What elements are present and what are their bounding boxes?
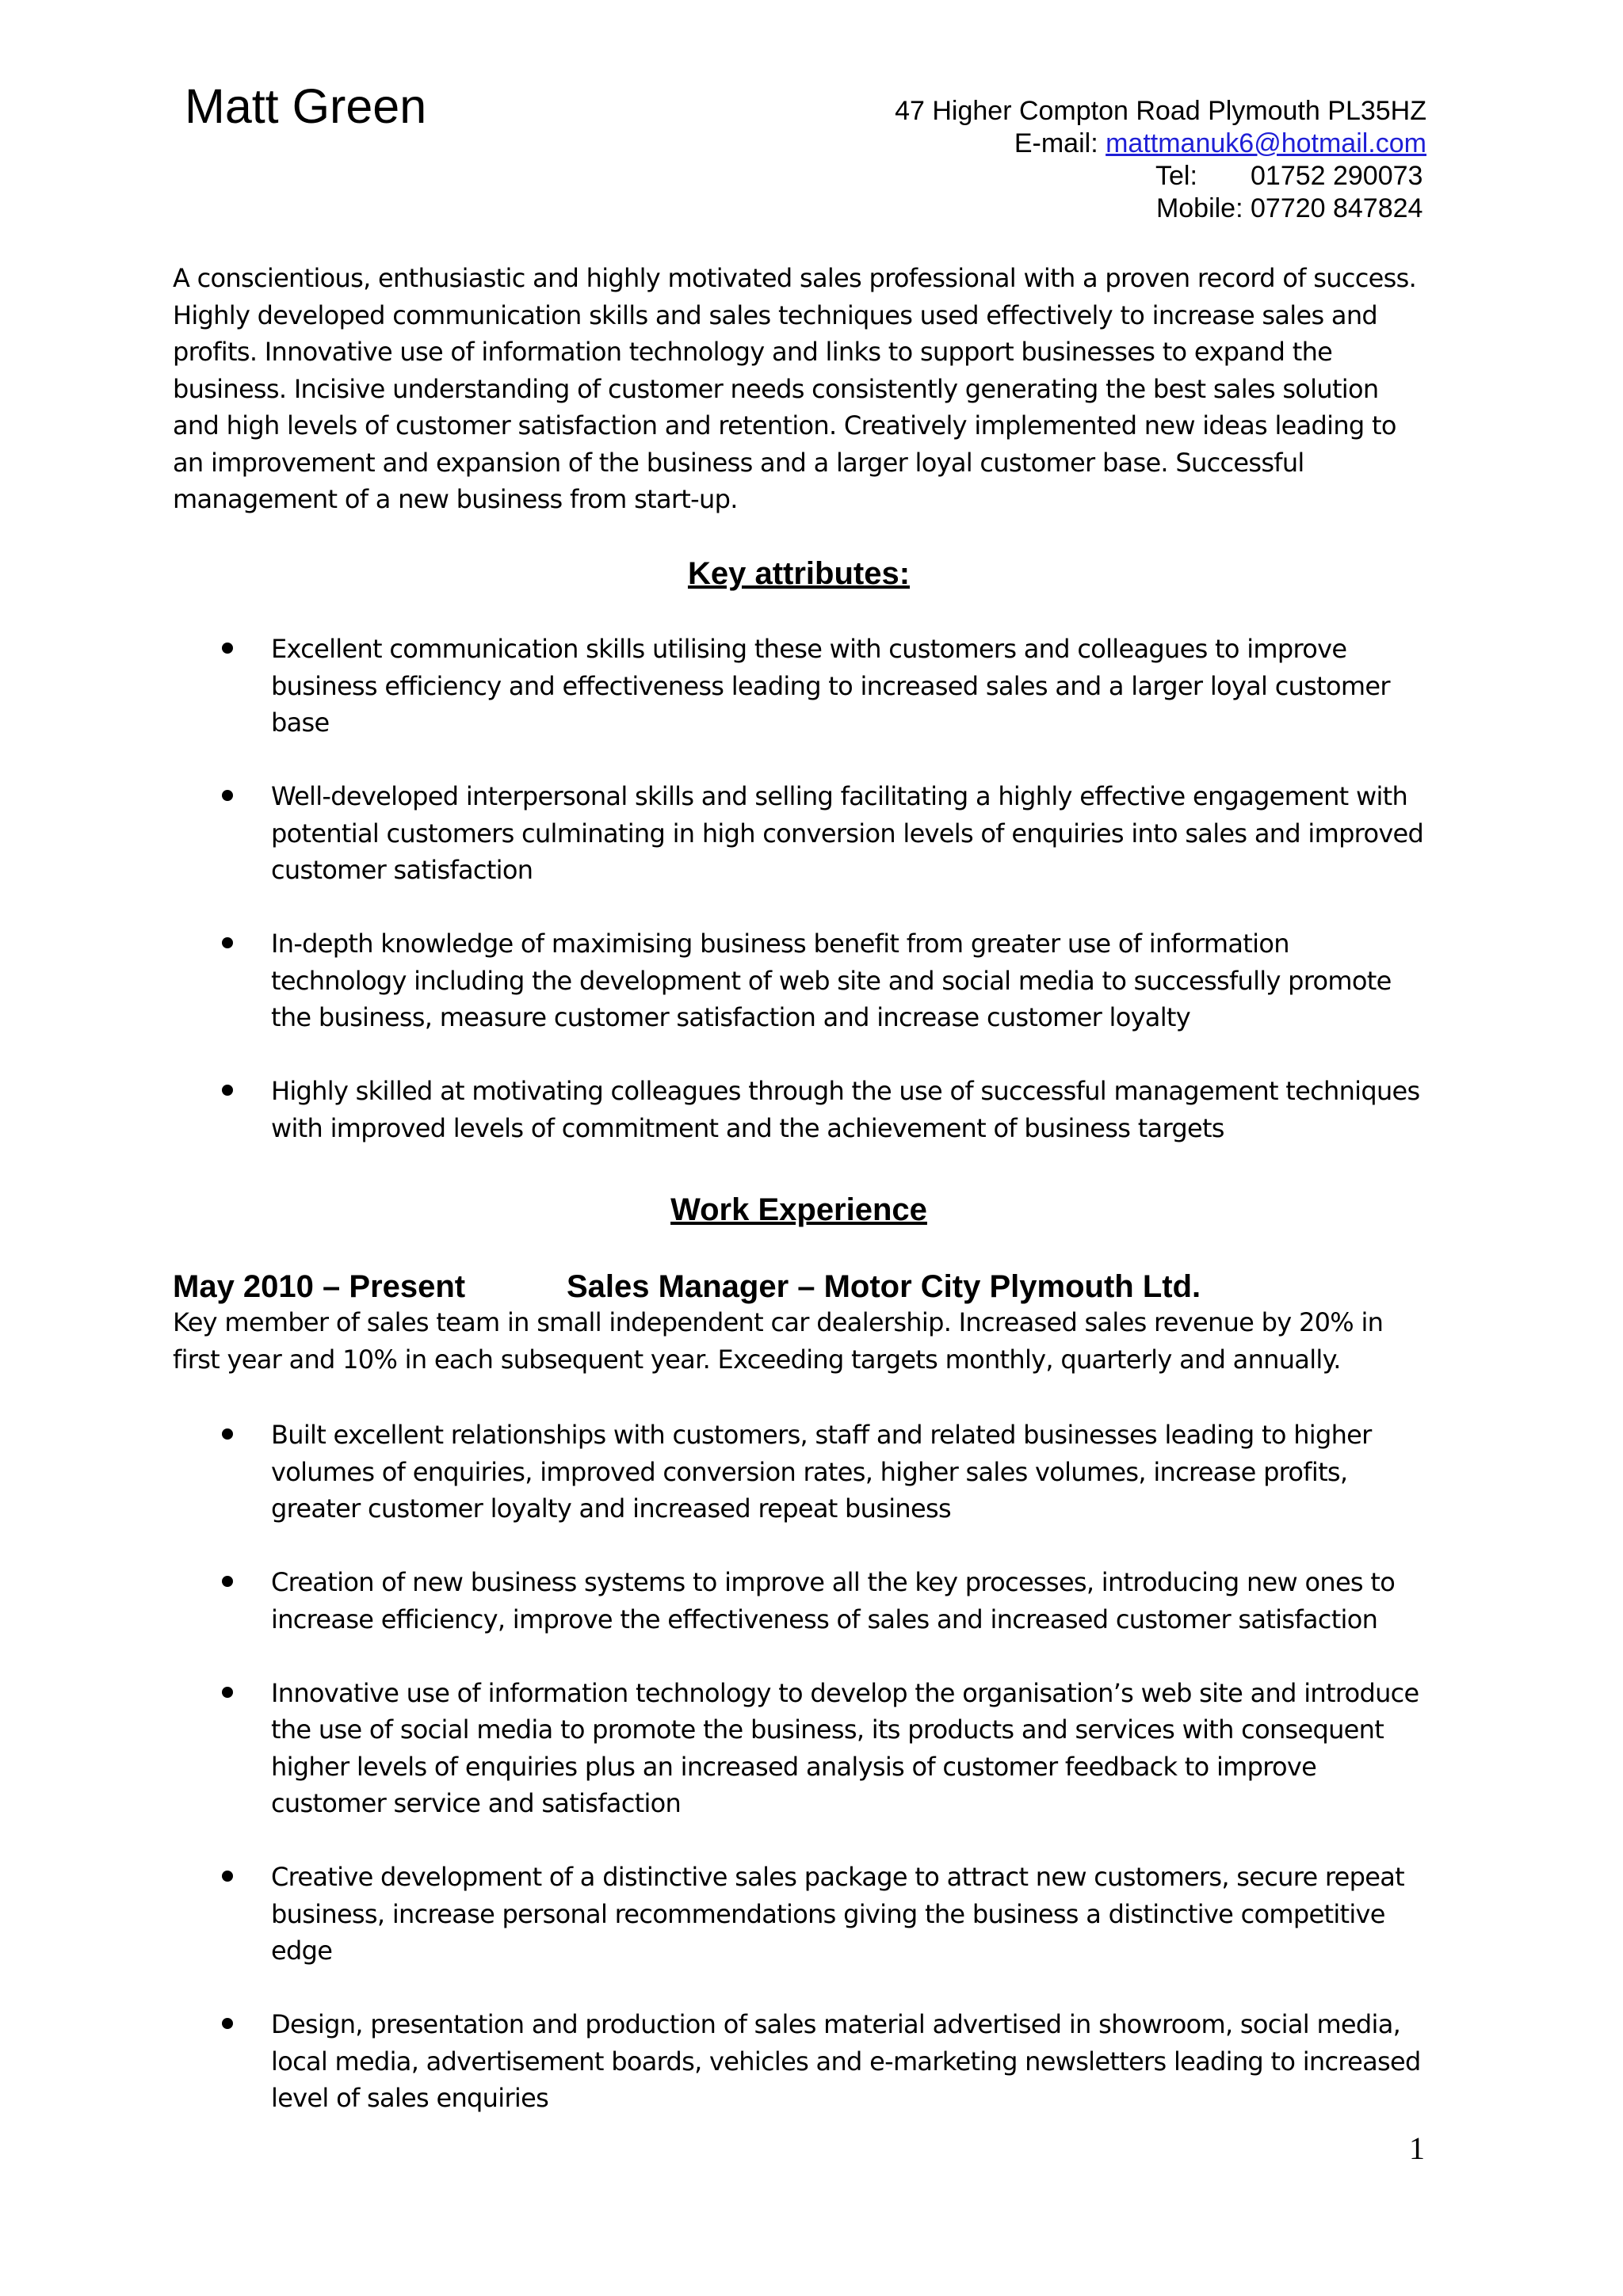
item-line: customer service and satisfaction bbox=[271, 1788, 682, 1818]
list-item bbox=[0, 1675, 1434, 1822]
item-line: Excellent communication skills utilising these with customers and colleagues to improve bbox=[271, 634, 1347, 664]
item-line: increase efficiency, improve the effectiveness of sales and increased customer satisfaction bbox=[271, 1604, 1378, 1634]
item-line: customer satisfaction bbox=[271, 855, 533, 885]
item-line: base bbox=[271, 707, 330, 738]
key-attributes-list bbox=[0, 631, 1434, 1184]
description-line: Key member of sales team in small independent car dealership. Increased sales revenue by 20% in bbox=[173, 1307, 1384, 1337]
email-line bbox=[895, 128, 1426, 160]
item-line: with improved levels of commitment and the achievement of business targets bbox=[271, 1112, 1224, 1143]
item-line: In-depth knowledge of maximising business benefit from greater use of information bbox=[271, 929, 1289, 959]
summary-line: management of a new business from start-up. bbox=[173, 484, 738, 514]
summary-line: profits. Innovative use of information technology and links to support businesses to expand the bbox=[173, 337, 1333, 367]
page-number: 1 bbox=[1409, 2130, 1425, 2166]
mobile-line bbox=[895, 193, 1426, 225]
email-label: E-mail: bbox=[1014, 128, 1098, 158]
summary-line: and high levels of customer satisfaction and retention. Creatively implemented new ideas leading to bbox=[173, 410, 1396, 441]
tel-label: Tel: bbox=[1155, 161, 1197, 191]
item-line: the use of social media to promote the business, its products and services with consequent bbox=[271, 1714, 1384, 1745]
list-item bbox=[0, 1859, 1434, 1970]
item-line: volumes of enquiries, improved conversion rates, higher sales volumes, increase profits, bbox=[271, 1456, 1348, 1487]
list-item bbox=[0, 1073, 1434, 1146]
tel-number: 01752 290073 bbox=[1251, 161, 1423, 191]
list-item bbox=[0, 1417, 1434, 1527]
address-line: 47 Higher Compton Road Plymouth PL35HZ bbox=[895, 96, 1426, 126]
item-line: Creative development of a distinctive sales package to attract new customers, secure repeat bbox=[271, 1862, 1405, 1892]
candidate-name: Matt Green bbox=[185, 79, 427, 133]
item-line: Innovative use of information technology to develop the organisation’s web site and introduce bbox=[271, 1677, 1419, 1708]
contact-block bbox=[895, 95, 1426, 225]
item-line: Well-developed interpersonal skills and selling facilitating a highly effective engagement with bbox=[271, 781, 1408, 811]
item-line: Highly skilled at motivating colleagues through the use of successful management techniques bbox=[271, 1076, 1420, 1106]
key-attributes-heading: Key attributes: bbox=[687, 556, 911, 591]
item-line: higher levels of enquiries plus an increased analysis of customer feedback to improve bbox=[271, 1751, 1317, 1782]
list-item bbox=[0, 778, 1434, 889]
job-title: Sales Manager – Motor City Plymouth Ltd. bbox=[567, 1269, 1201, 1304]
job-description bbox=[173, 1304, 1433, 1378]
mobile-number: 07720 847824 bbox=[1251, 193, 1423, 223]
list-item bbox=[0, 925, 1434, 1036]
work-experience-heading: Work Experience bbox=[670, 1192, 927, 1227]
item-line: Design, presentation and production of sales material advertised in showroom, social media, bbox=[271, 2009, 1401, 2039]
profile-summary bbox=[173, 260, 1433, 518]
item-line: business, increase personal recommendations giving the business a distinctive competitive bbox=[271, 1898, 1385, 1929]
item-line: potential customers culminating in high conversion levels of enquiries into sales and improved bbox=[271, 818, 1424, 849]
item-line: greater customer loyalty and increased repeat business bbox=[271, 1493, 951, 1524]
item-line: Creation of new business systems to improve all the key processes, introducing new ones to bbox=[271, 1567, 1396, 1597]
item-line: local media, advertisement boards, vehicles and e-marketing newsletters leading to increased bbox=[271, 2046, 1421, 2077]
list-item bbox=[0, 2006, 1434, 2117]
list-item bbox=[0, 1564, 1434, 1638]
list-item bbox=[0, 631, 1434, 742]
summary-line: business. Incisive understanding of customer needs consistently generating the best sales solution bbox=[173, 373, 1379, 404]
summary-line: Highly developed communication skills and sales techniques used effectively to increase sales and bbox=[173, 299, 1378, 330]
item-line: business efficiency and effectiveness leading to increased sales and a larger loyal customer bbox=[271, 670, 1390, 701]
item-line: Built excellent relationships with customers, staff and related businesses leading to higher bbox=[271, 1420, 1372, 1450]
email-link[interactable]: mattmanuk6@hotmail.com bbox=[1106, 128, 1426, 158]
item-line: technology including the development of web site and social media to successfully promote bbox=[271, 965, 1392, 996]
item-line: the business, measure customer satisfaction and increase customer loyalty bbox=[271, 1002, 1190, 1032]
description-line: first year and 10% in each subsequent year. Exceeding targets monthly, quarterly and annually. bbox=[173, 1344, 1341, 1375]
summary-line: A conscientious, enthusiastic and highly motivated sales professional with a proven record of success. bbox=[173, 263, 1417, 293]
mobile-label: Mobile: bbox=[1155, 193, 1243, 223]
job-achievements-list bbox=[0, 1417, 1434, 2153]
item-line: edge bbox=[271, 1936, 333, 1966]
item-line: level of sales enquiries bbox=[271, 2083, 549, 2113]
tel-line bbox=[895, 160, 1426, 193]
job-header bbox=[173, 1268, 1201, 1306]
summary-line: an improvement and expansion of the business and a larger loyal customer base. Successful bbox=[173, 447, 1304, 478]
job-dates: May 2010 – Present bbox=[173, 1269, 466, 1304]
